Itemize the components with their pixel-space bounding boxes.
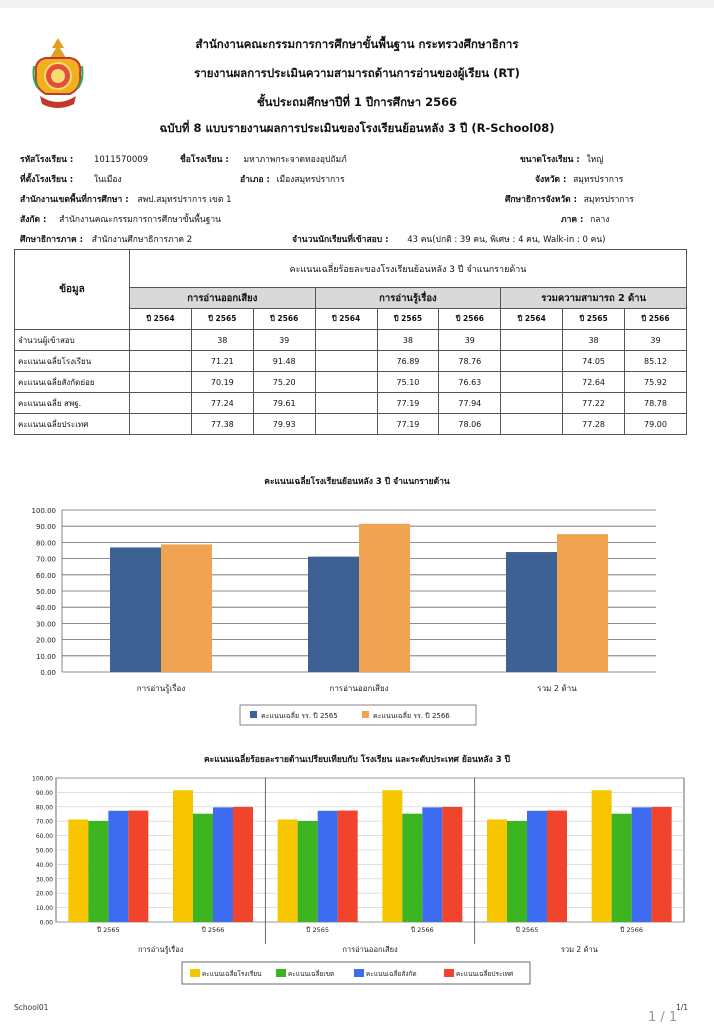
table-cell: [130, 372, 192, 393]
year-header-2-0: ปี 2564: [501, 309, 563, 330]
table-cell: 39: [439, 330, 501, 351]
results-table: [14, 249, 687, 435]
bar: [88, 821, 108, 922]
school-name-row: [180, 152, 347, 166]
legend-swatch: [190, 969, 200, 977]
y-tick-label: 10.00: [35, 905, 53, 913]
x-year-label: ปี 2565: [515, 926, 539, 934]
y-tick-label: 60.00: [35, 571, 56, 580]
top-status-bar: [0, 0, 714, 8]
year-header-0-2: ปี 2566: [253, 309, 315, 330]
table-cell: 38: [191, 330, 253, 351]
group-reading-aloud: การอ่านออกเสียง: [130, 288, 316, 309]
y-tick-label: 100.00: [31, 507, 56, 515]
table-cell: [501, 351, 563, 372]
students: 43 คน(ปกติ : 39 คน, พิเศษ : 4 คน, Walk-in : 0 คน): [407, 235, 606, 245]
edu-area: สพป.สมุทรปราการ เขต 1: [137, 195, 232, 205]
table-row: [15, 393, 687, 414]
y-tick-label: 40.00: [35, 861, 53, 869]
y-tick-label: 30.00: [35, 876, 53, 884]
bar: [547, 811, 567, 922]
y-tick-label: 60.00: [35, 833, 53, 841]
location-label: ที่ตั้งโรงเรียน :: [20, 175, 74, 185]
region-row: [561, 212, 609, 226]
school-name-label: ชื่อโรงเรียน :: [180, 155, 229, 165]
table-cell: [501, 393, 563, 414]
legend-label: คะแนนเฉลี่ยเขต: [288, 970, 335, 978]
school-size-row: [520, 152, 604, 166]
table-cell: 77.19: [377, 414, 439, 435]
year-header-1-0: ปี 2564: [315, 309, 377, 330]
row-label: คะแนนเฉลี่ยสังกัดย่อย: [15, 372, 130, 393]
table-cell: 38: [563, 330, 625, 351]
province: สมุทรปราการ: [573, 175, 624, 185]
x-year-label: ปี 2566: [620, 926, 644, 934]
table-cell: [315, 330, 377, 351]
x-year-label: ปี 2565: [96, 926, 120, 934]
y-tick-label: 70.00: [35, 818, 53, 826]
chart1-school-scores: [0, 490, 714, 740]
legend-swatch: [362, 711, 369, 718]
chart2-comparison: [0, 770, 714, 1000]
bar: [128, 811, 148, 922]
x-group-label: การอ่านออกเสียง: [342, 945, 398, 954]
school-code-row: [20, 152, 148, 166]
bar: [506, 552, 557, 672]
legend-swatch: [444, 969, 454, 977]
bar: [213, 807, 233, 922]
legend-label: คะแนนเฉลี่ยสังกัด: [366, 970, 417, 978]
school-size-label: ขนาดโรงเรียน :: [520, 155, 580, 165]
bar: [507, 821, 527, 922]
year-header-0-0: ปี 2564: [130, 309, 192, 330]
table-cell: 72.64: [563, 372, 625, 393]
footer-page: 1/1: [676, 1003, 689, 1012]
y-tick-label: 80.00: [35, 539, 56, 548]
report-title-line2: รายงานผลการประเมินความสามารถด้านการอ่านของผู้เรียน (RT): [194, 66, 520, 80]
legend-label: คะแนนเฉลี่ย รร. ปี 2565: [261, 712, 338, 720]
table-cell: 39: [625, 330, 687, 351]
table-cell: 79.61: [253, 393, 315, 414]
table-cell: 75.20: [253, 372, 315, 393]
table-cell: 39: [253, 330, 315, 351]
table-cell: [315, 351, 377, 372]
legend-label: คะแนนเฉลี่ยโรงเรียน: [202, 970, 262, 978]
bar: [338, 811, 358, 922]
district-row: [240, 172, 345, 186]
year-header-1-2: ปี 2566: [439, 309, 501, 330]
table-cell: [501, 330, 563, 351]
table-cell: 76.63: [439, 372, 501, 393]
bar: [298, 821, 318, 922]
affiliation-row: [20, 212, 221, 226]
legend-swatch: [250, 711, 257, 718]
table-cell: 77.28: [563, 414, 625, 435]
table-row: [15, 330, 687, 351]
table-cell: 91.48: [253, 351, 315, 372]
table-cell: 78.78: [625, 393, 687, 414]
location: ในเมือง: [93, 175, 122, 185]
x-category-label: การอ่านออกเสียง: [329, 684, 389, 693]
table-row: [15, 351, 687, 372]
row-label: คะแนนเฉลี่ย สพฐ.: [15, 393, 130, 414]
bar: [632, 807, 652, 922]
region-label: ภาค :: [561, 215, 584, 225]
group-combined: รวมความสามารถ 2 ด้าน: [501, 288, 687, 309]
x-year-label: ปี 2566: [201, 926, 225, 934]
legend-label: คะแนนเฉลี่ย รร. ปี 2566: [373, 712, 450, 720]
row-label: คะแนนเฉลี่ยประเทศ: [15, 414, 130, 435]
table-cell: 71.21: [191, 351, 253, 372]
table-cell: 77.94: [439, 393, 501, 414]
bar: [233, 807, 253, 922]
school-size: ใหญ่: [586, 155, 604, 165]
reg-edu-label: ศึกษาธิการภาค :: [20, 235, 84, 245]
bar: [193, 814, 213, 922]
table-cell: [501, 372, 563, 393]
table-body: [15, 330, 687, 435]
school-code: 1011570009: [93, 155, 149, 165]
table-cell: [130, 414, 192, 435]
row-label: คะแนนเฉลี่ยโรงเรียน: [15, 351, 130, 372]
x-year-label: ปี 2565: [306, 926, 330, 934]
y-tick-label: 90.00: [35, 523, 56, 532]
bar: [422, 807, 442, 922]
x-group-label: รวม 2 ด้าน: [560, 945, 598, 954]
y-tick-label: 10.00: [35, 652, 56, 661]
table-cell: 77.19: [377, 393, 439, 414]
page-indicator: 1 / 1: [648, 1010, 678, 1025]
province-row: [535, 172, 623, 186]
bar: [402, 814, 422, 922]
year-header-2-1: ปี 2565: [563, 309, 625, 330]
bar: [108, 811, 128, 922]
bar: [161, 544, 212, 672]
table-cell: [130, 393, 192, 414]
table-cell: [501, 414, 563, 435]
bar: [487, 819, 507, 922]
school-name: มหาภาพกระจาดทองอุปถัมภ์: [243, 155, 347, 165]
table-cell: 70.19: [191, 372, 253, 393]
x-group-label: การอ่านรู้เรื่อง: [137, 945, 184, 954]
edu-area-label: สำนักงานเขตพื้นที่การศึกษา :: [20, 195, 129, 205]
students-row: [292, 232, 605, 246]
y-tick-label: 0.00: [39, 919, 53, 927]
report-title-line1: สำนักงานคณะกรรมการการศึกษาขั้นพื้นฐาน กระทรวงศึกษาธิการ: [195, 37, 519, 51]
table-cell: 75.10: [377, 372, 439, 393]
y-tick-label: 50.00: [35, 588, 56, 596]
bar: [173, 790, 193, 922]
table-cell: 74.05: [563, 351, 625, 372]
chart2-title: คะแนนเฉลี่ยร้อยละรายด้านเปรียบเทียบกับ โรงเรียน และระดับประเทศ ย้อนหลัง 3 ปี: [204, 755, 510, 765]
bar: [557, 534, 608, 672]
col-header-data: ข้อมูล: [15, 250, 130, 330]
table-cell: [130, 351, 192, 372]
year-header-0-1: ปี 2565: [191, 309, 253, 330]
x-year-label: ปี 2566: [410, 926, 434, 934]
bar: [612, 814, 632, 922]
table-cell: 77.38: [191, 414, 253, 435]
legend-swatch: [276, 969, 286, 977]
legend-label: คะแนนเฉลี่ยประเทศ: [456, 970, 514, 978]
prov-edu-row: [505, 192, 634, 206]
y-tick-label: 20.00: [35, 636, 56, 645]
y-tick-label: 90.00: [35, 789, 53, 797]
prov-edu-label: ศึกษาธิการจังหวัด :: [505, 195, 577, 205]
y-tick-label: 70.00: [35, 555, 56, 564]
table-cell: 77.22: [563, 393, 625, 414]
reg-edu: สำนักงานศึกษาธิการภาค 2: [91, 235, 193, 245]
x-category-label: การอ่านรู้เรื่อง: [136, 684, 186, 693]
school-code-label: รหัสโรงเรียน :: [20, 155, 74, 165]
bar: [382, 790, 402, 922]
bar: [527, 811, 547, 922]
bar: [278, 819, 298, 922]
bar: [68, 819, 88, 922]
y-tick-label: 100.00: [32, 775, 53, 783]
table-row: [15, 372, 687, 393]
bar: [308, 557, 359, 672]
bar: [442, 807, 462, 922]
bar: [318, 811, 338, 922]
y-tick-label: 30.00: [35, 620, 56, 629]
location-row: [20, 172, 122, 186]
bar: [359, 524, 410, 672]
y-tick-label: 40.00: [35, 604, 56, 613]
table-cell: 79.93: [253, 414, 315, 435]
bar: [592, 790, 612, 922]
report-title-line3: ชั้นประถมศึกษาปีที่ 1 ปีการศึกษา 2566: [256, 95, 458, 109]
students-label: จำนวนนักเรียนที่เข้าสอบ :: [292, 235, 389, 245]
region: กลาง: [590, 215, 610, 225]
table-cell: 78.06: [439, 414, 501, 435]
table-cell: [315, 414, 377, 435]
table-cell: 77.24: [191, 393, 253, 414]
report-title-line4: ฉบับที่ 8 แบบรายงานผลการประเมินของโรงเรียนย้อนหลัง 3 ปี (R-School08): [159, 121, 555, 135]
footer-school-id: School01: [14, 1003, 49, 1012]
table-cell: 76.89: [377, 351, 439, 372]
table-row: [15, 414, 687, 435]
prov-edu: สมุทรปราการ: [583, 195, 634, 205]
y-tick-label: 50.00: [35, 847, 53, 855]
year-header-1-1: ปี 2565: [377, 309, 439, 330]
y-tick-label: 0.00: [40, 669, 56, 677]
district: เมืองสมุทรปราการ: [276, 175, 345, 185]
province-label: จังหวัด :: [535, 175, 567, 185]
y-tick-label: 80.00: [35, 804, 53, 812]
district-label: อำเภอ :: [240, 175, 270, 185]
table-cell: [130, 330, 192, 351]
table-cell: 79.00: [625, 414, 687, 435]
reg-edu-row: [20, 232, 192, 246]
bar: [110, 547, 161, 672]
year-header-2-2: ปี 2566: [625, 309, 687, 330]
legend-swatch: [354, 969, 364, 977]
row-label: จำนวนผู้เข้าสอบ: [15, 330, 130, 351]
x-category-label: รวม 2 ด้าน: [537, 684, 577, 693]
group-header: คะแนนเฉลี่ยร้อยละของโรงเรียนย้อนหลัง 3 ปี จำแนกรายด้าน: [130, 250, 687, 288]
bar: [652, 807, 672, 922]
affiliation-label: สังกัด :: [20, 215, 47, 225]
group-reading-comprehension: การอ่านรู้เรื่อง: [315, 288, 501, 309]
table-cell: [315, 372, 377, 393]
table-cell: [315, 393, 377, 414]
y-tick-label: 20.00: [35, 890, 53, 898]
table-cell: 85.12: [625, 351, 687, 372]
table-cell: 78.76: [439, 351, 501, 372]
table-cell: 75.92: [625, 372, 687, 393]
chart1-title: คะแนนเฉลี่ยโรงเรียนย้อนหลัง 3 ปี จำแนกรายด้าน: [264, 477, 450, 487]
affiliation: สำนักงานคณะกรรมการการศึกษาขั้นพื้นฐาน: [59, 215, 221, 225]
edu-area-row: [20, 192, 232, 206]
table-cell: 38: [377, 330, 439, 351]
